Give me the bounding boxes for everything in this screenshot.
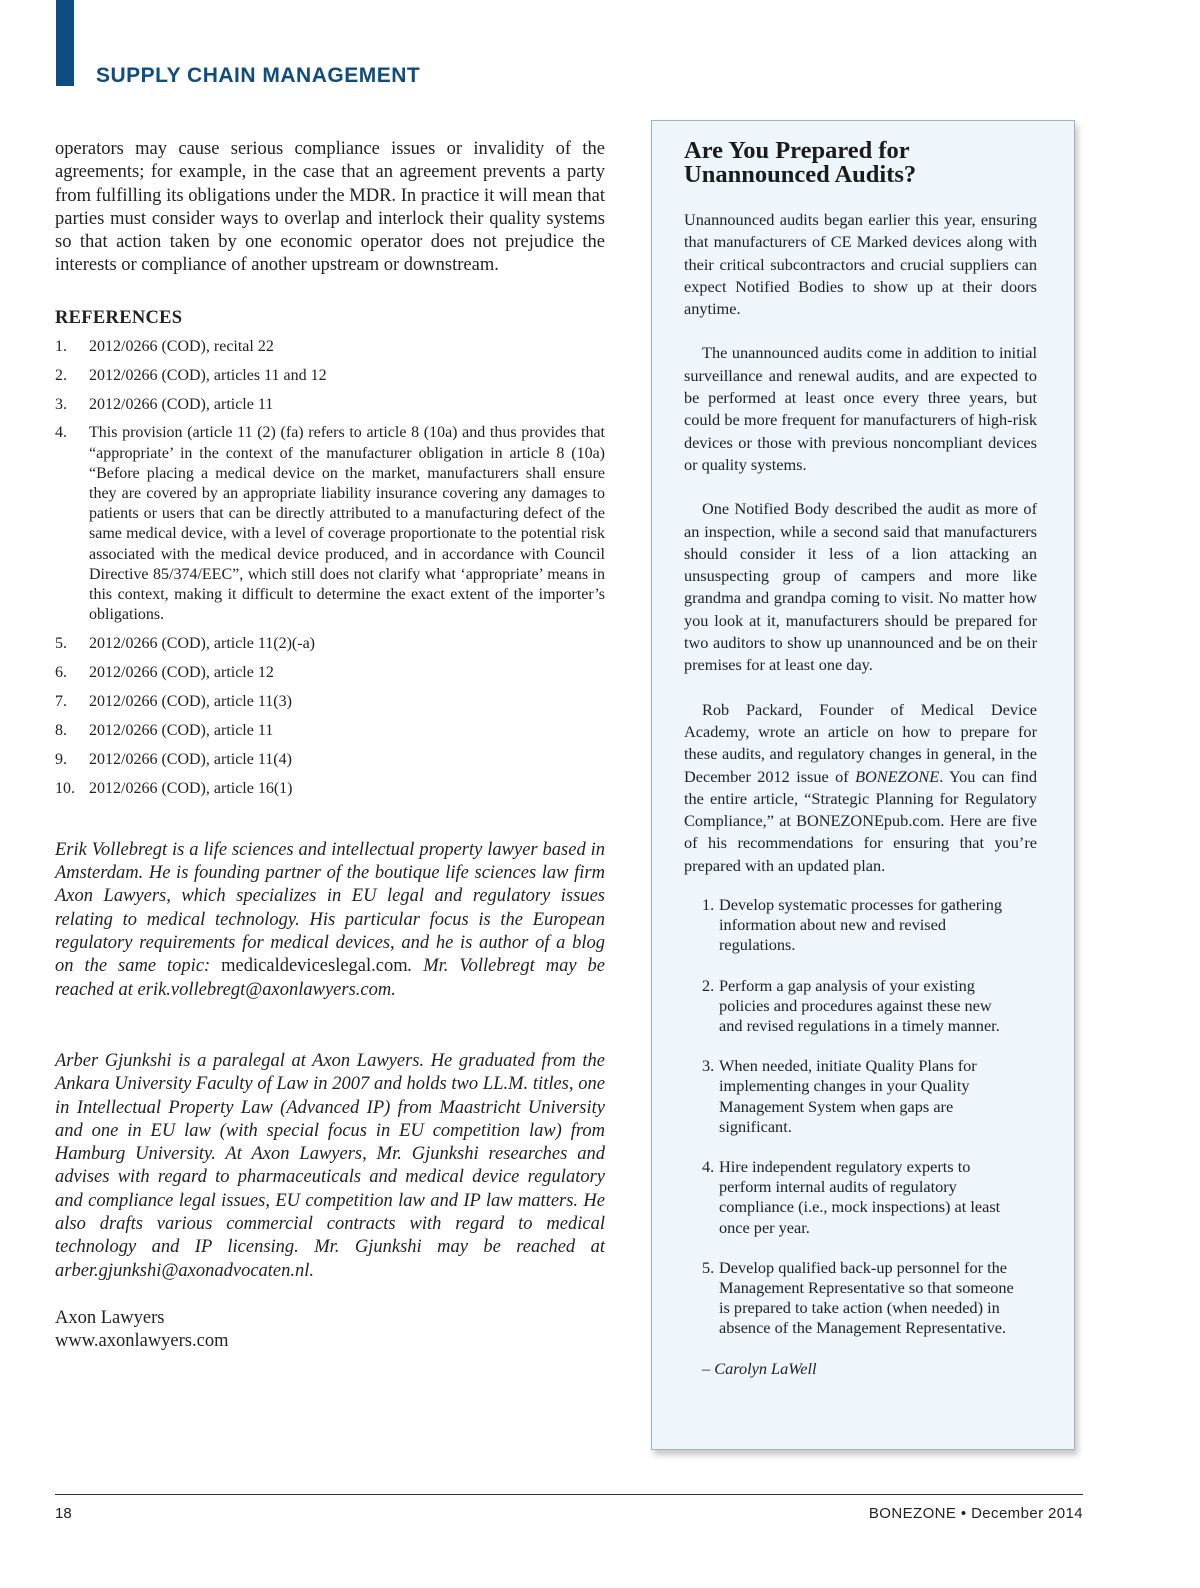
recommendation-text: When needed, initiate Quality Plans for implementing changes in your Quality Management System when gaps are significant.: [719, 1056, 977, 1136]
recommendation-number: 5.: [702, 1257, 715, 1277]
recommendation-text: Perform a gap analysis of your existing policies and procedures against these new and revised regulations in a timely manner.: [719, 975, 1000, 1036]
reference-text: 2012/0266 (COD), article 11: [89, 721, 274, 739]
reference-text: This provision (article 11 (2) (fa) refers to article 8 (10a) and thus provides that “appropriate’ in the context of the manufacturer obligation in article 8 (10a) “Before placing a medical device on the market, manufacturers shall ensure they are covered by an appropriate liability insurance covering any damages to patients or users that can be directly attributed to a manufacturing defect of the same medical device, with a level of coverage proportionate to the potential risk associated with the medical device produced, and in accordance with Council Directive 85/374/EEC”, which still does not clarify what ‘appropriate’ means in this context, making it difficult to determine the exact extent of the importer’s obligations.: [89, 424, 605, 624]
article-column: [55, 138, 605, 1354]
blog-link[interactable]: medicaldeviceslegal.com: [221, 956, 408, 977]
author-bio-vollebregt: [55, 839, 605, 1002]
reference-item: [55, 423, 605, 625]
reference-number: 5.: [55, 635, 67, 653]
reference-text: 2012/0266 (COD), article 11: [89, 395, 274, 413]
reference-number: 4.: [55, 424, 67, 442]
references-list: [55, 337, 605, 799]
recommendation-text: Hire independent regulatory experts to perform internal audits of regulatory compliance (i.e., mock inspections) at least once per year.: [719, 1157, 1001, 1237]
reference-item: [55, 779, 605, 799]
recommendation-number: 3.: [702, 1056, 715, 1076]
publication-name: BONEZONE: [855, 766, 940, 786]
reference-number: 9.: [55, 750, 67, 768]
sidebar-paragraph: Unannounced audits began earlier this year, ensuring that manufacturers of CE Marked devices along with their critical subcontractors and crucial suppliers can expect Notified Bodies to show up at their doors anytime.: [684, 210, 1037, 319]
recommendation-text: Develop qualified back-up personnel for the Management Representative so that someone is prepared to take action (when needed) in absence of the Management Representative.: [719, 1257, 1014, 1338]
firm-website-link[interactable]: www.axonlawyers.com: [55, 1331, 229, 1352]
reference-text: 2012/0266 (COD), article 12: [89, 664, 274, 682]
reference-text: 2012/0266 (COD), article 11(3): [89, 692, 292, 710]
recommendation-number: 2.: [702, 975, 715, 995]
sidebar-box: [651, 120, 1075, 1450]
recommendation-item: [702, 895, 1017, 956]
references-heading: REFERENCES: [55, 307, 183, 328]
reference-number: 10.: [55, 779, 75, 797]
sidebar-title: [684, 139, 1037, 187]
page-number: 18: [55, 1505, 72, 1522]
recommendation-text: Develop systematic processes for gathering information about new and revised regulations.: [719, 895, 1003, 955]
recommendation-item: [702, 1056, 1017, 1137]
section-title: SUPPLY CHAIN MANAGEMENT: [96, 64, 421, 87]
reference-item: [55, 366, 605, 386]
footer-publication: BONEZONE • December 2014: [868, 1505, 1083, 1522]
recommendation-item: [702, 1258, 1017, 1339]
reference-number: 1.: [55, 337, 67, 355]
sidebar-text: Rob Packard, Founder of Medical Device Academy, wrote an article on how to prepare for these audits, and regulatory changes in general, in the December 2012 issue of: [684, 699, 1037, 786]
recommendation-number: 1.: [702, 895, 715, 915]
sidebar-title-line: Are You Prepared for: [684, 137, 910, 164]
sidebar-author: – Carolyn LaWell: [702, 1358, 817, 1378]
bio-text: . Mr. Vollebregt may be reached at erik.vollebregt@axonlawyers.com.: [55, 956, 605, 1000]
sidebar-paragraph: One Notified Body described the audit as more of an inspection, while a second said that manufacturers should consider it less of a lion attacking an unsuspecting group of campers and more like grandma and grandpa coming to visit. No matter how you look at it, manufacturers should be prepared for two auditors to show up unannounced and be on their premises for at least one day.: [684, 499, 1037, 675]
reference-item: [55, 634, 605, 654]
sidebar-text: . You can find the entire article, “Strategic Planning for Regulatory Compliance,” at BONEZONEpub.com. Here are five of his recommendations for ensuring that you’re prepared with an updated plan.: [684, 766, 1038, 875]
sidebar-paragraph: [684, 699, 1037, 877]
reference-item: [55, 337, 605, 357]
reference-item: [55, 692, 605, 712]
reference-text: 2012/0266 (COD), article 11(2)(-a): [89, 635, 315, 653]
author-bio-gjunkshi: Arber Gjunkshi is a paralegal at Axon Lawyers. He graduated from the Ankara University Faculty of Law in 2007 and holds two LL.M. titles, one in Intellectual Property Law (Advanced IP) from Maastricht University and one in EU law (with special focus in EU competition law) from Hamburg University. At Axon Lawyers, Mr. Gjunkshi researches and advises with regard to pharmaceuticals and medical device regulatory and compliance legal issues, EU competition law and IP law matters. He also drafts various commercial contracts with regard to medical technology and IP licensing. Mr. Gjunkshi may be reached at arber.gjunkshi@axonadvocaten.nl.: [55, 1050, 605, 1281]
reference-number: 6.: [55, 664, 67, 682]
recommendation-item: [702, 1157, 1017, 1238]
bio-text: Erik Vollebregt is a life sciences and intellectual property lawyer based in Amsterdam. He is founding partner of the boutique life sciences law firm Axon Lawyers, which specializes in EU legal and regulatory issues relating to medical technology. His particular focus is the European regulatory requirements for medical devices, and he is author of a blog on the same topic:: [55, 839, 605, 977]
firm-contact: [55, 1307, 605, 1354]
sidebar-title-line: Unannounced Audits?: [684, 161, 917, 188]
reference-text: 2012/0266 (COD), recital 22: [89, 337, 274, 355]
reference-item: [55, 663, 605, 683]
recommendation-item: [702, 976, 1017, 1037]
reference-number: 3.: [55, 395, 67, 413]
header-accent-bar: [56, 0, 74, 86]
recommendations-list: [684, 895, 1037, 1339]
footer-divider: [55, 1494, 1083, 1495]
sidebar-paragraph: The unannounced audits come in addition to initial surveillance and renewal audits, and are expected to be performed at least once every three years, but could be more frequent for manufacturers of high-risk devices or those with previous noncompliant devices or quality systems.: [684, 343, 1037, 474]
reference-text: 2012/0266 (COD), article 16(1): [89, 779, 293, 797]
reference-item: [55, 721, 605, 741]
firm-name: Axon Lawyers: [55, 1307, 165, 1328]
reference-text: 2012/0266 (COD), article 11(4): [89, 750, 292, 768]
reference-item: [55, 395, 605, 415]
article-intro-paragraph: operators may cause serious compliance issues or invalidity of the agreements; for example, in the case that an agreement prevents a party from fulfilling its obligations under the MDR. In practice it will mean that parties must consider ways to overlap and interlock their quality systems so that action taken by one economic operator does not prejudice the interests or compliance of another upstream or downstream.: [55, 139, 605, 276]
reference-number: 7.: [55, 692, 67, 710]
reference-number: 8.: [55, 721, 67, 739]
reference-item: [55, 750, 605, 770]
reference-text: 2012/0266 (COD), articles 11 and 12: [89, 366, 327, 384]
recommendation-number: 4.: [702, 1157, 715, 1177]
reference-number: 2.: [55, 366, 67, 384]
